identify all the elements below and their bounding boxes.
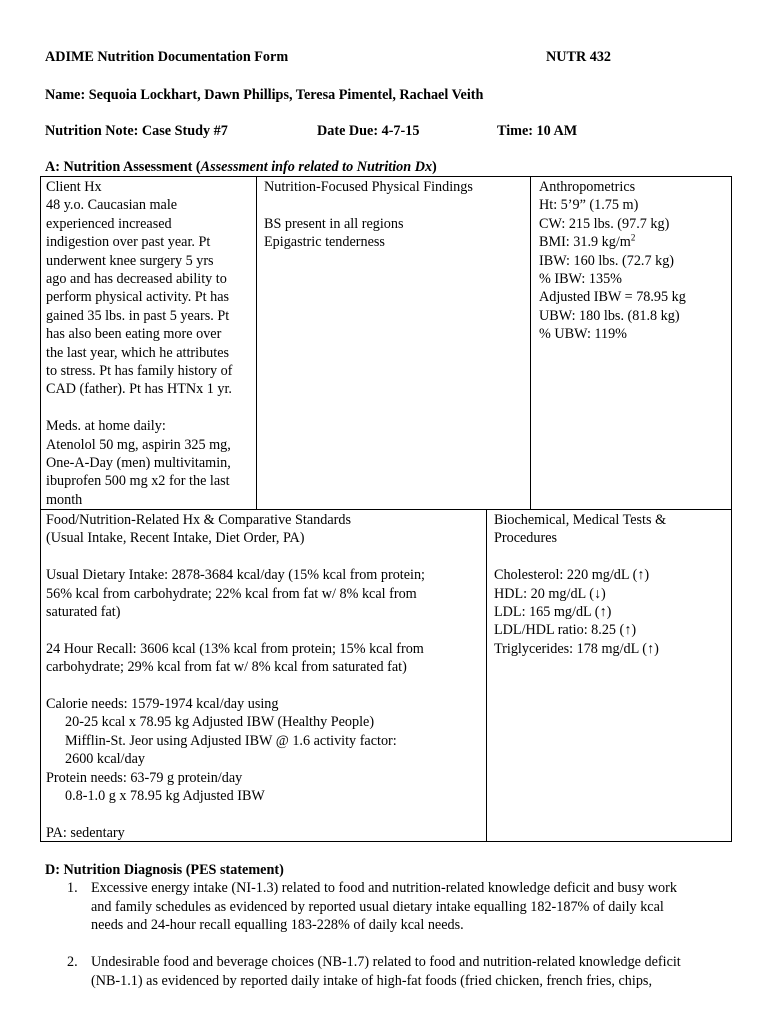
meds-line: Meds. at home daily: — [46, 418, 166, 435]
diagnosis-text — [91, 879, 677, 935]
lab-value: Cholesterol: 220 mg/dL (↑) — [494, 567, 650, 584]
physical-findings-title: Nutrition-Focused Physical Findings — [264, 179, 473, 195]
table-divider-1 — [256, 176, 257, 509]
bmi-text: BMI: 31.9 kg/m — [539, 234, 631, 251]
client-hx-line: CAD (father). Pt has HTNx 1 yr. — [46, 381, 232, 398]
diagnosis-line: Excessive energy intake (NI-1.3) related to food and nutrition-related knowledge deficit and busy work — [91, 880, 677, 896]
spacer — [494, 548, 666, 566]
percent-ubw: % UBW: 119% — [539, 326, 627, 343]
food-hx-subtitle: (Usual Intake, Recent Intake, Diet Order, PA) — [46, 530, 305, 547]
lab-value: HDL: 20 mg/dL (↓) — [494, 585, 606, 602]
calorie-needs-detail: Mifflin-St. Jeor using Adjusted IBW @ 1.6 activity factor: — [65, 732, 397, 749]
current-weight: CW: 215 lbs. (97.7 kg) — [539, 215, 670, 232]
ideal-body-weight: IBW: 160 lbs. (72.7 kg) — [539, 252, 675, 269]
usual-body-weight: UBW: 180 lbs. (81.8 kg) — [539, 307, 680, 324]
diagnosis-text — [91, 953, 681, 990]
diagnosis-heading: D: Nutrition Diagnosis (PES statement) — [45, 862, 284, 878]
client-hx-line: underwent knee surgery 5 yrs — [46, 252, 214, 269]
client-hx-line: experienced increased — [46, 215, 172, 232]
biochemical-subtitle: Procedures — [494, 530, 558, 547]
physical-finding-line: BS present in all regions — [264, 215, 404, 232]
bmi-value — [539, 233, 686, 251]
student-names: Name: Sequoia Lockhart, Dawn Phillips, Teresa Pimentel, Rachael Veith — [45, 87, 484, 103]
anthropometrics-title: Anthropometrics — [539, 179, 636, 195]
date-due: Date Due: 4-7-15 — [317, 123, 420, 139]
protein-needs-detail: 0.8-1.0 g x 78.95 kg Adjusted IBW — [65, 788, 265, 805]
adjusted-ibw: Adjusted IBW = 78.95 kg — [539, 289, 686, 306]
biochemical-title: Biochemical, Medical Tests & — [494, 512, 667, 528]
food-hx-cell — [46, 511, 425, 842]
client-hx-line: the last year, which he attributes — [46, 344, 230, 361]
anthropometrics-cell — [539, 178, 686, 344]
spacer — [264, 196, 473, 214]
client-hx-line: indigestion over past year. Pt — [46, 234, 211, 251]
client-hx-cell — [46, 178, 232, 509]
usual-intake-line: 56% kcal from carbohydrate; 22% kcal from fat w/ 8% kcal from — [46, 585, 417, 602]
client-hx-line: to stress. Pt has family history of — [46, 363, 233, 380]
meds-line: month — [46, 491, 83, 508]
recall-line: carbohydrate; 29% kcal from fat w/ 8% kcal from saturated fat) — [46, 659, 407, 676]
spacer — [46, 621, 425, 639]
client-hx-line: perform physical activity. Pt has — [46, 289, 230, 306]
physical-findings-cell — [264, 178, 473, 252]
diagnosis-number: 2. — [67, 954, 78, 970]
usual-intake-line: Usual Dietary Intake: 2878-3684 kcal/day (15% kcal from protein; — [46, 567, 426, 584]
usual-intake-line: saturated fat) — [46, 604, 121, 621]
recall-line: 24 Hour Recall: 3606 kcal (13% kcal from protein; 15% kcal from — [46, 640, 424, 657]
assessment-heading — [45, 158, 437, 176]
client-hx-line: has also been eating more over — [46, 326, 222, 343]
client-hx-line: Client Hx — [46, 179, 102, 195]
protein-needs: Protein needs: 63-79 g protein/day — [46, 769, 243, 786]
diagnosis-line: and family schedules as evidenced by reported usual dietary intake equalling 182-187% of daily kcal — [91, 898, 664, 915]
lab-value: Triglycerides: 178 mg/dL (↑) — [494, 640, 659, 657]
lab-value: LDL: 165 mg/dL (↑) — [494, 604, 612, 621]
bmi-superscript: 2 — [630, 232, 636, 243]
spacer — [46, 805, 425, 823]
table-divider-3 — [486, 509, 487, 842]
assessment-heading-suffix: ) — [432, 159, 437, 175]
spacer — [46, 399, 232, 417]
percent-ibw: % IBW: 135% — [539, 271, 623, 288]
spacer — [46, 548, 425, 566]
lab-value: LDL/HDL ratio: 8.25 (↑) — [494, 622, 637, 639]
client-hx-line: ago and has decreased ability to — [46, 271, 227, 288]
height-value: Ht: 5’9” (1.75 m) — [539, 197, 639, 214]
time-label: Time: 10 AM — [497, 123, 578, 139]
table-divider-2 — [530, 176, 531, 509]
course-code: NUTR 432 — [546, 49, 612, 65]
calorie-needs: Calorie needs: 1579-1974 kcal/day using — [46, 696, 279, 713]
client-hx-line: 48 y.o. Caucasian male — [46, 197, 178, 214]
assessment-heading-prefix: A: Nutrition Assessment ( — [45, 159, 201, 175]
physical-activity: PA: sedentary — [46, 824, 125, 841]
nutrition-note-label: Nutrition Note: Case Study #7 — [45, 123, 228, 139]
calorie-needs-detail: 2600 kcal/day — [65, 751, 145, 768]
assessment-heading-italic: Assessment info related to Nutrition Dx — [200, 159, 433, 175]
diagnosis-line: Undesirable food and beverage choices (NB-1.7) related to food and nutrition-related knowledge deficit — [91, 954, 681, 970]
meds-line: One-A-Day (men) multivitamin, — [46, 455, 231, 472]
calorie-needs-detail: 20-25 kcal x 78.95 kg Adjusted IBW (Healthy People) — [65, 714, 375, 731]
client-hx-line: gained 35 lbs. in past 5 years. Pt — [46, 307, 230, 324]
diagnosis-number: 1. — [67, 880, 78, 896]
food-hx-title: Food/Nutrition-Related Hx & Comparative Standards — [46, 512, 351, 528]
form-title: ADIME Nutrition Documentation Form — [45, 49, 289, 65]
meds-line: Atenolol 50 mg, aspirin 325 mg, — [46, 436, 231, 453]
diagnosis-line: (NB-1.1) as evidenced by reported daily intake of high-fat foods (fried chicken, french fries, chips, — [91, 972, 652, 989]
physical-finding-line: Epigastric tenderness — [264, 234, 385, 251]
spacer — [46, 677, 425, 695]
meds-line: ibuprofen 500 mg x2 for the last — [46, 473, 230, 490]
diagnosis-line: needs and 24-hour recall equalling 183-228% of daily kcal needs. — [91, 917, 464, 934]
biochemical-cell — [494, 511, 666, 658]
